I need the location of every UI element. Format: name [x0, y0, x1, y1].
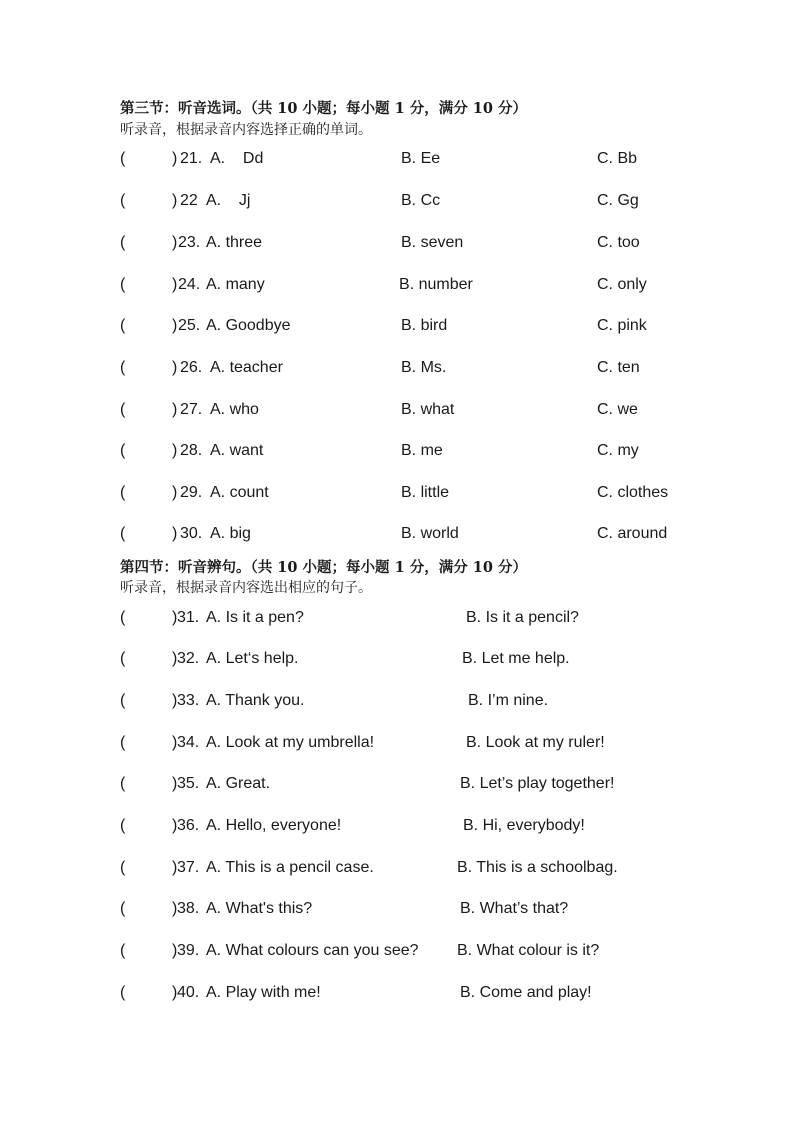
option-b: B. Ee [401, 150, 441, 167]
answer-blank-close: ) [172, 234, 178, 251]
option-a: A. want [210, 442, 264, 459]
question-row [0, 523, 794, 545]
option-b: B. Ms. [401, 359, 447, 376]
question-row [0, 607, 794, 629]
answer-blank-open: ( [120, 276, 126, 293]
question-row [0, 274, 794, 296]
answer-blank-open: ( [120, 150, 126, 167]
answer-blank-close: ) [172, 192, 178, 209]
question-number: 25. [178, 317, 201, 334]
answer-blank-close: ) [172, 442, 178, 459]
answer-blank-close: ) [172, 692, 178, 709]
option-a: A. Thank you. [206, 692, 305, 709]
question-number: 35. [177, 775, 200, 792]
question-row [0, 148, 794, 170]
question-number: 32. [177, 650, 200, 667]
answer-blank-open: ( [120, 984, 126, 1001]
answer-blank-close: ) [172, 734, 178, 751]
option-a: A. who [210, 401, 259, 418]
answer-blank-close: ) [172, 484, 178, 501]
question-number: 34. [177, 734, 200, 751]
question-number: 27. [180, 401, 203, 418]
section3-instruction: 听录音，根据录音内容选择正确的单词。 [120, 122, 372, 138]
answer-blank-open: ( [120, 359, 126, 376]
option-a: A. What's this? [206, 900, 313, 917]
answer-blank-close: ) [172, 942, 178, 959]
question-number: 31. [177, 609, 200, 626]
question-row [0, 357, 794, 379]
question-row [0, 315, 794, 337]
question-row [0, 440, 794, 462]
answer-blank-open: ( [120, 234, 126, 251]
option-c: C. Bb [597, 150, 638, 167]
option-c: C. too [597, 234, 640, 251]
option-a: A. Let‘s help. [206, 650, 299, 667]
option-c: C. only [597, 276, 647, 293]
answer-blank-open: ( [120, 942, 126, 959]
option-b: B. What colour is it? [457, 942, 600, 959]
question-row [0, 732, 794, 754]
option-c: C. Gg [597, 192, 639, 209]
answer-blank-open: ( [120, 650, 126, 667]
option-b: B. Let’s play together! [460, 775, 615, 792]
option-a: A. Great. [206, 775, 271, 792]
option-a: A. Hello, everyone! [206, 817, 342, 834]
option-a: A. Dd [210, 150, 264, 167]
question-number: 30. [180, 525, 203, 542]
option-a: A. Is it a pen? [206, 609, 304, 626]
question-number: 33. [177, 692, 200, 709]
option-b: B. I’m nine. [468, 692, 549, 709]
question-number: 36. [177, 817, 200, 834]
answer-blank-open: ( [120, 859, 126, 876]
option-c: C. my [597, 442, 639, 459]
answer-blank-open: ( [120, 484, 126, 501]
section3-title: 第三节：听音选词。（共 10 小题；每小题 1 分，满分 10 分） [120, 100, 527, 117]
question-row [0, 648, 794, 670]
option-b: B. what [401, 401, 455, 418]
option-a: A. Goodbye [206, 317, 291, 334]
question-row [0, 857, 794, 879]
option-b: B. little [401, 484, 450, 501]
answer-blank-close: ) [172, 609, 178, 626]
answer-blank-close: ) [172, 650, 178, 667]
answer-blank-open: ( [120, 525, 126, 542]
question-number: 38. [177, 900, 200, 917]
answer-blank-close: ) [172, 359, 178, 376]
option-a: A. three [206, 234, 263, 251]
option-a: A. many [206, 276, 265, 293]
section4-instruction: 听录音，根据录音内容选出相应的句子。 [120, 580, 372, 596]
option-b: B. Come and play! [460, 984, 592, 1001]
question-number: 26. [180, 359, 203, 376]
question-number: 37. [177, 859, 200, 876]
option-b: B. number [399, 276, 473, 293]
answer-blank-open: ( [120, 609, 126, 626]
option-a: A. Play with me! [206, 984, 321, 1001]
option-b: B. Is it a pencil? [466, 609, 579, 626]
option-b: B. Let me help. [462, 650, 570, 667]
option-a: A. teacher [210, 359, 283, 376]
option-b: B. Hi, everybody! [463, 817, 585, 834]
option-b: B. What’s that? [460, 900, 569, 917]
question-row [0, 482, 794, 504]
answer-blank-close: ) [172, 525, 178, 542]
answer-blank-open: ( [120, 442, 126, 459]
question-row [0, 982, 794, 1004]
option-b: B. bird [401, 317, 448, 334]
answer-blank-close: ) [172, 401, 178, 418]
option-c: C. clothes [597, 484, 669, 501]
option-a: A. What colours can you see? [206, 942, 419, 959]
option-b: B. world [401, 525, 459, 542]
answer-blank-open: ( [120, 817, 126, 834]
answer-blank-close: ) [172, 317, 178, 334]
section4-title: 第四节：听音辨句。（共 10 小题；每小题 1 分，满分 10 分） [120, 559, 527, 576]
question-row [0, 898, 794, 920]
question-number: 24. [178, 276, 201, 293]
option-a: A. count [210, 484, 269, 501]
answer-blank-close: ) [172, 276, 178, 293]
answer-blank-close: ) [172, 150, 178, 167]
option-a: A. Jj [206, 192, 251, 209]
answer-blank-open: ( [120, 734, 126, 751]
answer-blank-close: ) [172, 817, 178, 834]
option-b: B. Look at my ruler! [466, 734, 605, 751]
question-number: 22 [180, 192, 198, 209]
answer-blank-close: ) [172, 859, 178, 876]
question-number: 29. [180, 484, 203, 501]
question-row [0, 815, 794, 837]
option-b: B. Cc [401, 192, 441, 209]
option-a: A. This is a pencil case. [206, 859, 374, 876]
answer-blank-close: ) [172, 984, 178, 1001]
question-row [0, 690, 794, 712]
option-c: C. ten [597, 359, 640, 376]
option-b: B. seven [401, 234, 464, 251]
answer-blank-open: ( [120, 401, 126, 418]
question-number: 23. [178, 234, 201, 251]
option-a: A. big [210, 525, 251, 542]
question-row [0, 232, 794, 254]
question-row [0, 190, 794, 212]
option-b: B. me [401, 442, 443, 459]
option-b: B. This is a schoolbag. [457, 859, 618, 876]
answer-blank-open: ( [120, 317, 126, 334]
question-number: 40. [177, 984, 200, 1001]
answer-blank-open: ( [120, 692, 126, 709]
answer-blank-close: ) [172, 775, 178, 792]
question-number: 28. [180, 442, 203, 459]
answer-blank-open: ( [120, 192, 126, 209]
question-row [0, 773, 794, 795]
question-row [0, 399, 794, 421]
question-row [0, 940, 794, 962]
option-c: C. pink [597, 317, 647, 334]
option-a: A. Look at my umbrella! [206, 734, 375, 751]
answer-blank-open: ( [120, 775, 126, 792]
answer-blank-close: ) [172, 900, 178, 917]
option-c: C. around [597, 525, 668, 542]
answer-blank-open: ( [120, 900, 126, 917]
question-number: 39. [177, 942, 200, 959]
option-c: C. we [597, 401, 638, 418]
question-number: 21. [180, 150, 203, 167]
